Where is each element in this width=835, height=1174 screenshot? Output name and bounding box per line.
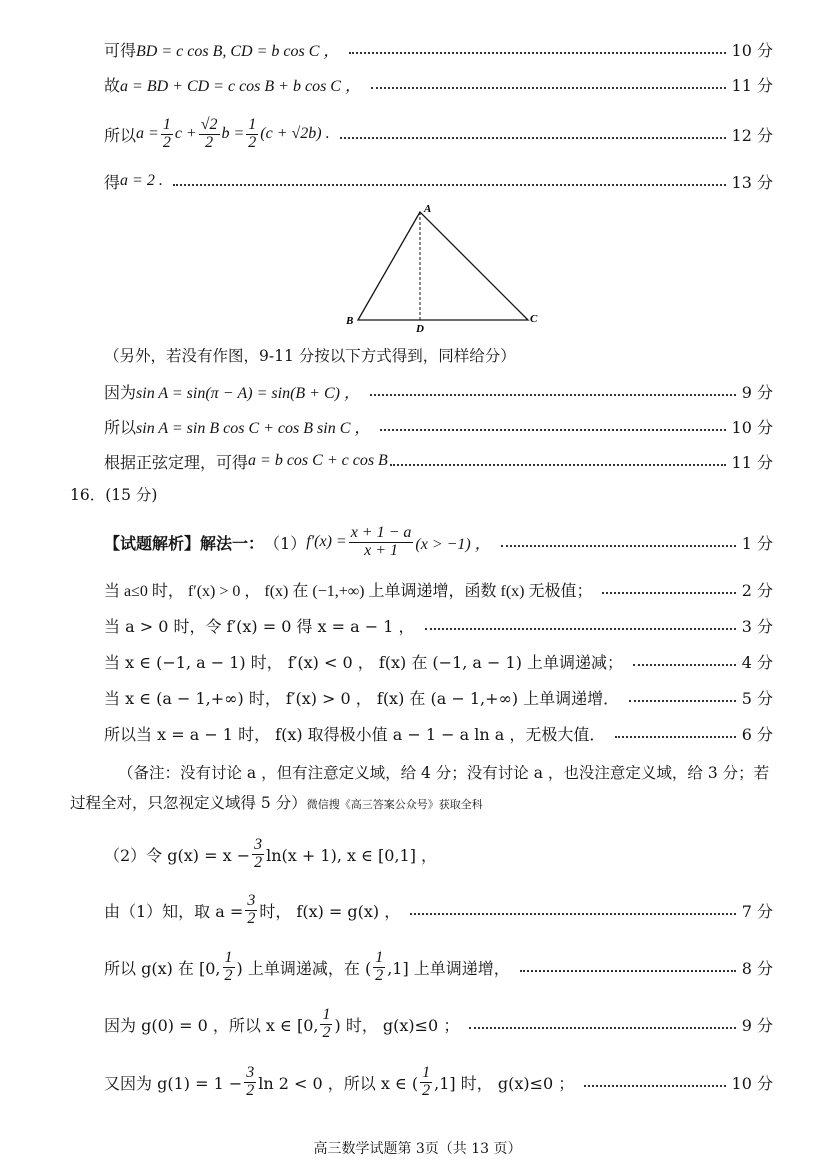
- equation: a =: [136, 125, 159, 142]
- dot-leader: [173, 184, 726, 186]
- fraction: [223, 950, 235, 985]
- score-label: 12 分: [731, 125, 773, 145]
- score-label: 9 分: [741, 1015, 773, 1035]
- line-text: （1）: [264, 533, 307, 553]
- numerator: 1: [422, 1063, 431, 1081]
- denominator: 2: [254, 853, 263, 871]
- score-label: 4 分: [741, 652, 773, 672]
- solution-line: [104, 166, 773, 196]
- line-text: 时， f(x) = g(x) ，: [259, 901, 401, 921]
- solution-line: [104, 947, 773, 987]
- line-text: ,1] 时， g(x)≤0 ；: [434, 1073, 575, 1093]
- score-label: 9 分: [741, 382, 773, 402]
- line-text: 当 a > 0 时，令 f′(x) = 0 得 x = a − 1 ，: [104, 616, 415, 636]
- vertex-label-b: B: [346, 315, 354, 327]
- point-label-d: D: [416, 323, 424, 335]
- score-label: 8 分: [741, 958, 773, 978]
- dot-leader: [629, 700, 736, 702]
- line-text: （2）令 g(x) = x −: [104, 845, 251, 865]
- denominator: x + 1: [364, 541, 398, 559]
- line-text: 因为 g(0) = 0 ，所以 x ∈ [0,: [104, 1015, 319, 1035]
- solution-heading: 【试题解析】解法一：: [104, 533, 265, 553]
- solution-line: [104, 1004, 773, 1044]
- vertex-label-c: C: [530, 313, 538, 325]
- denominator: 2: [322, 1023, 331, 1041]
- equation: sin A = sin B cos C + cos B sin C ，: [136, 419, 371, 437]
- numerator: 1: [375, 948, 384, 966]
- solution-line: [104, 116, 773, 152]
- equation: (x > −1) ，: [415, 535, 491, 553]
- question-number: 16．(15 分): [70, 486, 158, 504]
- solution-line: [104, 69, 773, 99]
- remark-block: [70, 758, 773, 820]
- dot-leader: [501, 545, 736, 547]
- line-text: 当 x ∈ (−1, a − 1) 时， f′(x) < 0 ， f(x) 在 (−1, a − 1) 上单调递减；: [104, 652, 624, 672]
- dot-leader: [469, 1027, 735, 1029]
- watermark-text: 微信搜《高三答案公众号》获取全科: [306, 798, 483, 811]
- numerator: x + 1 − a: [350, 523, 412, 541]
- solution-line: [104, 446, 773, 476]
- triangle-abc: [358, 212, 528, 320]
- numerator: √2: [200, 115, 218, 133]
- score-label: 5 分: [741, 688, 773, 708]
- fraction: [199, 117, 220, 152]
- solution-line: [104, 718, 773, 748]
- fraction: [320, 1007, 332, 1042]
- score-label: 13 分: [731, 172, 773, 192]
- equation: a = b cos C + c cos B: [248, 452, 388, 469]
- equation: sin A = sin(π − A) = sin(B + C) ，: [136, 384, 360, 402]
- equation: b =: [221, 125, 245, 142]
- solution-line: [104, 574, 773, 604]
- solution-line: [104, 1062, 773, 1102]
- line-text: 故: [104, 75, 121, 95]
- line-text: ) 时， g(x)≤0 ；: [334, 1015, 460, 1035]
- page-footer: 高三数学试题第 3页（共 13 页）: [313, 1141, 522, 1157]
- equation: BD = c cos B, CD = b cos C ，: [136, 42, 340, 60]
- equation: a = BD + CD = c cos B + b cos C ，: [120, 77, 361, 95]
- numerator: 3: [247, 891, 256, 909]
- line-text: ) 上单调递减，在 (: [236, 958, 372, 978]
- solution-line: [104, 890, 773, 930]
- dot-leader: [390, 464, 726, 466]
- dot-leader: [340, 137, 726, 139]
- score-label: 10 分: [731, 1073, 773, 1093]
- numerator: 1: [322, 1005, 331, 1023]
- fraction: [373, 950, 385, 985]
- line-text: 由（1）知，取 a =: [104, 901, 244, 921]
- score-label: 1 分: [741, 533, 773, 553]
- numerator: 1: [224, 948, 233, 966]
- line-text: ln(x + 1), x ∈ [0,1] ，: [266, 845, 438, 865]
- denominator: 2: [224, 966, 233, 984]
- line-text: 可得: [104, 40, 137, 60]
- line-text: 所以: [104, 125, 137, 145]
- dot-leader: [615, 736, 735, 738]
- score-label: 10 分: [731, 40, 773, 60]
- equation: c +: [174, 125, 197, 142]
- denominator: 2: [247, 909, 256, 927]
- line-text: 又因为 g(1) = 1 −: [104, 1073, 243, 1093]
- score-label: 11 分: [731, 75, 773, 95]
- triangle-figure: [340, 200, 550, 335]
- denominator: 2: [162, 133, 171, 151]
- line-text: 因为: [104, 382, 137, 402]
- equation: (c + √2b) .: [260, 125, 330, 142]
- remark-text: （备注：没有讨论 a ，但有注意定义域，给 4 分；没有讨论 a ，也没注意定义域，给 3 分；若过程全对，只忽视定义域得 5 分）: [70, 764, 770, 812]
- equation: a = 2 .: [120, 172, 163, 189]
- score-label: 11 分: [731, 452, 773, 472]
- solution-line: [104, 610, 773, 640]
- dot-leader: [633, 664, 736, 666]
- numerator: 1: [248, 115, 257, 133]
- numerator: 3: [254, 835, 263, 853]
- solution-line: [104, 411, 773, 441]
- line-text: 所以: [104, 417, 137, 437]
- score-label: 10 分: [731, 417, 773, 437]
- line-text: 当 x ∈ (a − 1,+∞) 时， f′(x) > 0 ， f(x) 在 (a − 1,+∞) 上单调递增．: [104, 688, 620, 708]
- fraction: [420, 1065, 432, 1100]
- score-label: 3 分: [741, 616, 773, 636]
- numerator: 1: [162, 115, 171, 133]
- dot-leader: [370, 394, 736, 396]
- fraction: [244, 1065, 256, 1100]
- dot-leader: [349, 52, 725, 54]
- fraction: [252, 837, 264, 872]
- numerator: 3: [246, 1063, 255, 1081]
- solution-line: [104, 834, 773, 874]
- denominator: 2: [422, 1081, 431, 1099]
- dot-leader: [371, 87, 726, 89]
- solution-line: [104, 376, 773, 406]
- line-text: 根据正弦定理，可得: [104, 452, 249, 472]
- line-text: ln 2 < 0 ，所以 x ∈ (: [258, 1073, 419, 1093]
- line-text: 所以 g(x) 在 [0,: [104, 958, 221, 978]
- denominator: 2: [248, 133, 257, 151]
- score-label: 6 分: [741, 724, 773, 744]
- line-text: 所以当 x = a − 1 时， f(x) 取得极小值 a − 1 − a ln a ，无极大值．: [104, 724, 606, 744]
- dot-leader: [602, 592, 735, 594]
- dot-leader: [520, 970, 736, 972]
- solution-line: [104, 522, 773, 562]
- solution-line: [104, 682, 773, 712]
- fraction: [245, 893, 257, 928]
- line-text: 得: [104, 172, 121, 192]
- dot-leader: [380, 429, 725, 431]
- solution-line: [104, 34, 773, 64]
- vertex-label-a: A: [424, 203, 432, 215]
- denominator: 2: [205, 133, 214, 151]
- fraction: [349, 525, 414, 560]
- score-label: 2 分: [741, 580, 773, 600]
- equation: f′(x) =: [306, 533, 347, 550]
- note-text: （另外，若没有作图，9-11 分按以下方式得到，同样给分）: [104, 347, 516, 365]
- denominator: 2: [375, 966, 384, 984]
- line-text: ,1] 上单调递增，: [387, 958, 510, 978]
- dot-leader: [425, 628, 736, 630]
- dot-leader: [410, 913, 735, 915]
- dot-leader: [584, 1085, 725, 1087]
- score-label: 7 分: [741, 901, 773, 921]
- denominator: 2: [246, 1081, 255, 1099]
- fraction: [246, 117, 258, 152]
- line-text: 当 a≤0 时， f′(x) > 0 ， f(x) 在 (−1,+∞) 上单调递增，函数 f(x) 无极值；: [104, 582, 593, 600]
- fraction: [161, 117, 173, 152]
- solution-line: [104, 646, 773, 676]
